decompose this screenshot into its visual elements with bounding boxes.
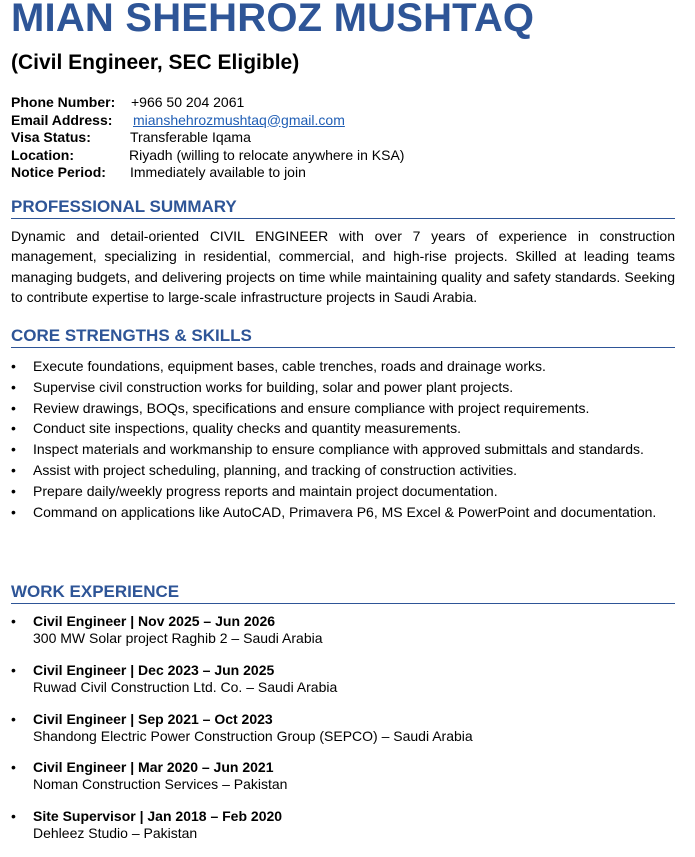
experience-item [11, 662, 675, 711]
notice-label: Notice Period: [11, 164, 106, 180]
email-link[interactable]: mianshehrozmushtaq@gmail.com [133, 111, 345, 128]
bullet-icon: • [11, 808, 16, 825]
bullet-icon: • [11, 661, 16, 678]
experience-list [11, 613, 675, 857]
skill-item [11, 439, 675, 460]
email-label: Email Address: [11, 111, 113, 128]
experience-item [11, 759, 675, 808]
skills-heading: CORE STRENGTHS & SKILLS [11, 326, 675, 348]
skill-item [11, 418, 675, 439]
summary-text: Dynamic and detail-oriented CIVIL ENGINEER with over 7 years of experience in construction management, specializing in residential, commercial, and high-rise projects. Skilled at leading teams managing budgets, and delivering projects on time while maintaining quality and safety standards. Seeking to contribute expertise to large-scale infrastructure projects in Saudi Arabia. [11, 228, 675, 305]
skill-text: Command on applications like AutoCAD, Primavera P6, MS Excel & PowerPoint and documentation. [33, 503, 657, 520]
skill-item [11, 356, 675, 377]
phone-label: Phone Number: [11, 94, 116, 110]
candidate-title: (Civil Engineer, SEC Eligible) [11, 51, 300, 74]
bullet-icon: • [11, 441, 16, 458]
location-label: Location: [11, 146, 74, 163]
skill-text: Review drawings, BOQs, specifications and ensure compliance with project requirements. [33, 399, 590, 416]
bullet-icon: • [11, 461, 16, 478]
summary-heading: PROFESSIONAL SUMMARY [11, 197, 675, 219]
job-org: Dehleez Studio – Pakistan [33, 825, 198, 842]
bullet-icon: • [11, 482, 16, 499]
bullet-icon: • [11, 759, 16, 776]
location-value: Riyadh (willing to relocate anywhere in KSA) [129, 146, 405, 163]
experience-item [11, 613, 675, 662]
experience-item [11, 711, 675, 760]
visa-value: Transferable Iqama [130, 129, 251, 145]
job-role: Site Supervisor | Jan 2018 – Feb 2020 [33, 808, 283, 825]
skill-item [11, 502, 675, 523]
job-role: Civil Engineer | Nov 2025 – Jun 2026 [33, 613, 276, 629]
bullet-icon: • [11, 358, 16, 374]
bullet-icon: • [11, 613, 16, 629]
skill-text: Prepare daily/weekly progress reports and maintain project documentation. [33, 482, 498, 499]
skill-text: Execute foundations, equipment bases, cable trenches, roads and drainage works. [33, 358, 546, 374]
job-role: Civil Engineer | Mar 2020 – Jun 2021 [33, 759, 274, 776]
skills-list [11, 356, 675, 522]
skill-text: Supervise civil construction works for building, solar and power plant projects. [33, 378, 514, 395]
experience-item [11, 808, 675, 857]
skill-item [11, 460, 675, 481]
skill-text: Assist with project scheduling, planning, and tracking of construction activities. [33, 461, 518, 478]
bullet-icon: • [11, 503, 16, 520]
notice-value: Immediately available to join [130, 164, 306, 180]
skill-text: Inspect materials and workmanship to ensure compliance with approved submittals and standards. [33, 441, 644, 458]
bullet-icon: • [11, 378, 16, 395]
job-org: Shandong Electric Power Construction Group (SEPCO) – Saudi Arabia [33, 727, 473, 744]
job-org: Ruwad Civil Construction Ltd. Co. – Saudi Arabia [33, 678, 338, 695]
bullet-icon: • [11, 420, 16, 437]
skill-item [11, 377, 675, 398]
skill-item [11, 481, 675, 502]
experience-heading: WORK EXPERIENCE [11, 582, 675, 604]
job-role: Civil Engineer | Sep 2021 – Oct 2023 [33, 710, 273, 727]
skill-text: Conduct site inspections, quality checks and quantity measurements. [33, 420, 462, 437]
job-org: 300 MW Solar project Raghib 2 – Saudi Arabia [33, 630, 323, 646]
job-org: Noman Construction Services – Pakistan [33, 776, 288, 793]
candidate-name: MIAN SHEHROZ MUSHTAQ [11, 0, 535, 40]
skill-item [11, 398, 675, 419]
bullet-icon: • [11, 399, 16, 416]
bullet-icon: • [11, 710, 16, 727]
visa-label: Visa Status: [11, 129, 91, 145]
job-role: Civil Engineer | Dec 2023 – Jun 2025 [33, 661, 275, 678]
phone-value: +966 50 204 2061 [131, 94, 245, 110]
